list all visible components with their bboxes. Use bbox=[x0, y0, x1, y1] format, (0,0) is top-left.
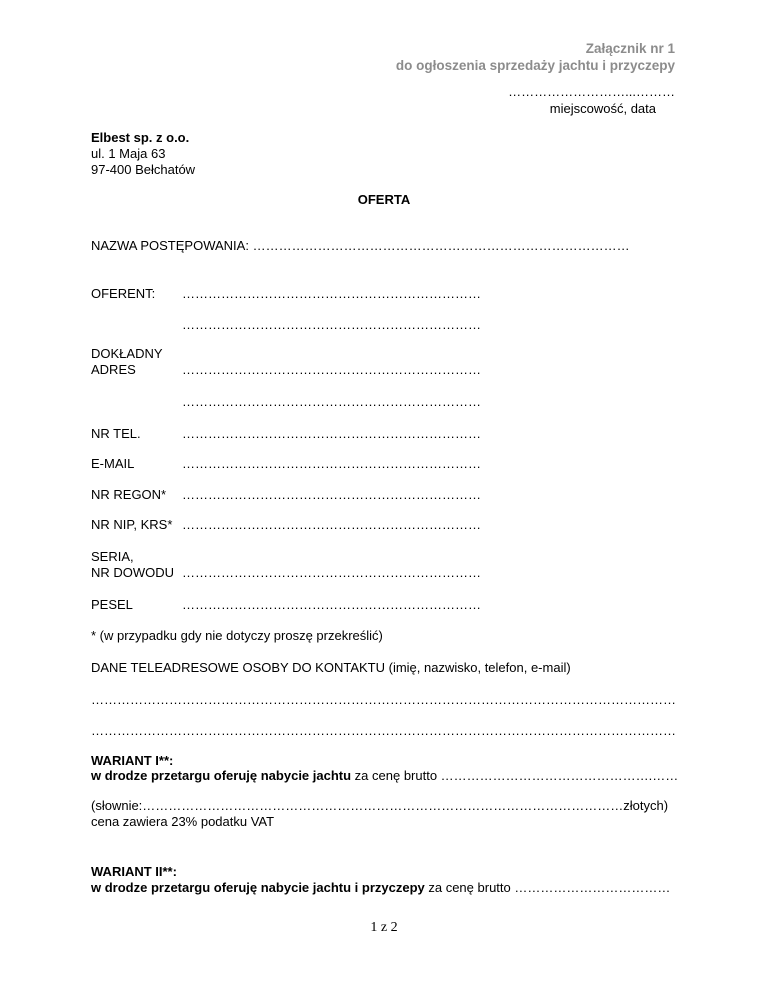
document-title: OFERTA bbox=[357, 192, 411, 207]
address-label-2: ADRES bbox=[91, 362, 136, 377]
proceeding-label: NAZWA POSTĘPOWANIA: bbox=[91, 238, 249, 253]
company-street: ul. 1 Maja 63 bbox=[91, 146, 166, 161]
email-label: E-MAIL bbox=[91, 456, 135, 471]
phone-field: …………………………………………………………… bbox=[182, 426, 481, 441]
footnote: * (w przypadku gdy nie dotyczy proszę przekreślić) bbox=[91, 628, 383, 643]
annex-title: Załącznik nr 1 bbox=[585, 41, 675, 56]
nip-label: NR NIP, KRS* bbox=[91, 517, 173, 532]
id-field: …………………………………………………………… bbox=[182, 565, 481, 580]
pesel-label: PESEL bbox=[91, 597, 133, 612]
company-city: 97-400 Bełchatów bbox=[91, 162, 196, 177]
oferent-field-1: …………………………………………………………… bbox=[182, 286, 481, 301]
proceeding-field: …………………………………………………………………………… bbox=[252, 238, 630, 253]
variant1-price-field: za cenę brutto ………………………………………….…… bbox=[351, 768, 679, 783]
email-field: …………………………………………………………… bbox=[182, 456, 481, 471]
variant1-heading: WARIANT I**: bbox=[91, 753, 174, 768]
contact-field-2: ……………………………………………………………………………………………………………………… bbox=[91, 723, 676, 738]
address-label-1: DOKŁADNY bbox=[91, 346, 163, 361]
variant1-offer-bold: w drodze przetargu oferuję nabycie jachtu bbox=[91, 768, 352, 783]
contact-field-1: ……………………………………………………………………………………………………………………… bbox=[91, 692, 676, 707]
variant2-offer bbox=[91, 880, 670, 895]
regon-label: NR REGON* bbox=[91, 487, 167, 502]
variant1-offer bbox=[91, 768, 678, 783]
id-label-2: NR DOWODU bbox=[91, 565, 175, 580]
address-field-2: …………………………………………………………… bbox=[182, 394, 481, 409]
place-date-field: ………………………...……… bbox=[508, 84, 675, 99]
place-date-label: miejscowość, data bbox=[549, 101, 656, 116]
annex-subtitle: do ogłoszenia sprzedaży jachtu i przyczepy bbox=[395, 58, 675, 73]
variant2-price-field: za cenę brutto ……………………………… bbox=[424, 880, 671, 895]
variant2-offer-bold: w drodze przetargu oferuję nabycie jachtu i przyczepy bbox=[91, 880, 425, 895]
regon-field: …………………………………………………………… bbox=[182, 487, 481, 502]
proceeding-row bbox=[91, 238, 630, 253]
oferent-field-2: …………………………………………………………… bbox=[182, 317, 481, 332]
variant1-vat: cena zawiera 23% podatku VAT bbox=[91, 814, 275, 829]
id-label-1: SERIA, bbox=[91, 549, 134, 564]
variant1-words-field: (słownie:…………………………………………………………………………………………………złotych) bbox=[91, 798, 669, 813]
pesel-field: …………………………………………………………… bbox=[182, 597, 481, 612]
page-number: 1 z 2 bbox=[370, 920, 398, 935]
contact-label: DANE TELEADRESOWE OSOBY DO KONTAKTU (imię, nazwisko, telefon, e-mail) bbox=[91, 660, 571, 675]
phone-label: NR TEL. bbox=[91, 426, 141, 441]
variant2-heading: WARIANT II**: bbox=[91, 864, 177, 879]
oferent-label: OFERENT: bbox=[91, 286, 156, 301]
nip-field: …………………………………………………………… bbox=[182, 517, 481, 532]
company-name: Elbest sp. z o.o. bbox=[91, 130, 190, 145]
address-field-1: …………………………………………………………… bbox=[182, 362, 481, 377]
